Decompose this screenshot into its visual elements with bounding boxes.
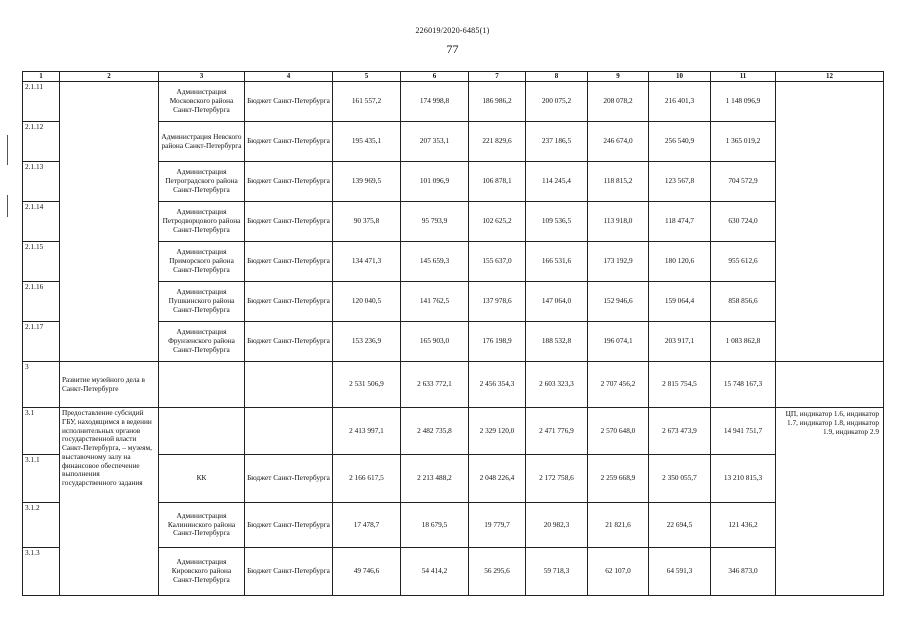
value-cell: 200 075,2 [526,82,588,122]
value-cell: 2 815 754,5 [649,362,711,408]
value-cell: 2 048 226,4 [469,455,526,503]
value-cell: 147 064,0 [526,282,588,322]
total-cell: 1 148 096,9 [711,82,776,122]
total-cell: 121 436,2 [711,503,776,548]
value-cell: 207 353,1 [401,122,469,162]
value-cell: 153 236,9 [333,322,401,362]
value-cell: 216 401,3 [649,82,711,122]
value-cell: 208 078,2 [588,82,649,122]
executor-cell: Администрация Кировского района Санкт-Петербурга [159,548,245,596]
executor-cell: Администрация Приморского района Санкт-Петербурга [159,242,245,282]
value-cell: 159 064,4 [649,282,711,322]
row-number: 3 [23,362,60,408]
row-number: 2.1.15 [23,242,60,282]
column-header: 7 [469,72,526,82]
value-cell: 2 531 506,9 [333,362,401,408]
value-cell: 246 674,0 [588,122,649,162]
value-cell: 2 482 735,8 [401,408,469,455]
column-header: 6 [401,72,469,82]
value-cell: 101 096,9 [401,162,469,202]
value-cell: 106 878,1 [469,162,526,202]
value-cell: 59 718,3 [526,548,588,596]
value-cell: 196 074,1 [588,322,649,362]
value-cell: 145 659,3 [401,242,469,282]
column-header: 10 [649,72,711,82]
row-number: 3.1.3 [23,548,60,596]
total-cell: 1 365 019,2 [711,122,776,162]
funding-source-cell [245,362,333,408]
total-cell: 346 873,0 [711,548,776,596]
funding-source-cell: Бюджет Санкт-Петербурга [245,162,333,202]
column-header: 4 [245,72,333,82]
value-cell: 134 471,3 [333,242,401,282]
funding-source-cell: Бюджет Санкт-Петербурга [245,503,333,548]
value-cell: 64 591,3 [649,548,711,596]
value-cell: 118 815,2 [588,162,649,202]
value-cell: 19 779,7 [469,503,526,548]
description-cell [60,82,159,362]
value-cell: 62 107,0 [588,548,649,596]
value-cell: 2 456 354,3 [469,362,526,408]
value-cell: 56 295,6 [469,548,526,596]
value-cell: 180 120,6 [649,242,711,282]
value-cell: 2 633 772,1 [401,362,469,408]
value-cell: 123 567,8 [649,162,711,202]
value-cell: 174 998,8 [401,82,469,122]
value-cell: 90 375,8 [333,202,401,242]
executor-cell: Администрация Калининского района Санкт-Петербурга [159,503,245,548]
value-cell: 2 329 120,0 [469,408,526,455]
column-header: 12 [776,72,884,82]
indicators-cell: ЦП, индикатор 1.6, индикатор 1.7, индикатор 1.8, индикатор 1.9, индикатор 2.9 [776,408,884,596]
value-cell: 166 531,6 [526,242,588,282]
row-number: 2.1.14 [23,202,60,242]
value-cell: 173 192,9 [588,242,649,282]
funding-source-cell [245,408,333,455]
executor-cell: Администрация Пушкинского района Санкт-Петербурга [159,282,245,322]
total-cell: 13 210 815,3 [711,455,776,503]
value-cell: 203 917,1 [649,322,711,362]
value-cell: 237 186,5 [526,122,588,162]
total-cell: 1 083 862,8 [711,322,776,362]
executor-cell [159,362,245,408]
value-cell: 2 570 648,0 [588,408,649,455]
total-cell: 15 748 167,3 [711,362,776,408]
executor-cell: Администрация Фрунзенского района Санкт-Петербурга [159,322,245,362]
executor-cell: Администрация Петродворцового района Санкт-Петербурга [159,202,245,242]
executor-cell: Администрация Петроградского района Санкт-Петербурга [159,162,245,202]
table-row [23,408,884,455]
value-cell: 2 213 488,2 [401,455,469,503]
row-number: 2.1.16 [23,282,60,322]
total-cell: 14 941 751,7 [711,408,776,455]
funding-source-cell: Бюджет Санкт-Петербурга [245,82,333,122]
value-cell: 120 040,5 [333,282,401,322]
value-cell: 95 793,9 [401,202,469,242]
funding-source-cell: Бюджет Санкт-Петербурга [245,282,333,322]
column-header: 1 [23,72,60,82]
value-cell: 141 762,5 [401,282,469,322]
value-cell: 113 918,0 [588,202,649,242]
total-cell: 858 856,6 [711,282,776,322]
value-cell: 152 946,6 [588,282,649,322]
table-row [23,82,884,122]
left-edge-mark [7,195,8,217]
value-cell: 118 474,7 [649,202,711,242]
total-cell: 955 612,6 [711,242,776,282]
value-cell: 2 172 758,6 [526,455,588,503]
document-id: 226019/2020-6485(1) [415,26,490,35]
row-number: 3.1.1 [23,455,60,503]
budget-table [22,71,884,596]
value-cell: 54 414,2 [401,548,469,596]
value-cell: 109 536,5 [526,202,588,242]
row-number: 2.1.12 [23,122,60,162]
left-edge-mark [7,135,8,165]
value-cell: 49 746,6 [333,548,401,596]
value-cell: 2 413 997,1 [333,408,401,455]
item-description: Предоставление субсидий ГБУ, находящимся в ведении исполнительных органов государственной власти Санкт-Петербурга, – музеям, выставочному залу на финансовое обеспечение выполнения государственного задания [60,408,159,596]
value-cell: 114 245,4 [526,162,588,202]
value-cell: 195 435,1 [333,122,401,162]
value-cell: 155 637,0 [469,242,526,282]
funding-source-cell: Бюджет Санкт-Петербурга [245,548,333,596]
section-title: Развитие музейного дела в Санкт-Петербурге [60,362,159,408]
page-number: 77 [446,42,459,56]
column-header: 3 [159,72,245,82]
funding-source-cell: Бюджет Санкт-Петербурга [245,122,333,162]
indicator-cell [776,82,884,362]
value-cell: 165 903,0 [401,322,469,362]
row-number: 2.1.17 [23,322,60,362]
total-cell: 630 724,0 [711,202,776,242]
section-row [23,362,884,408]
column-header: 5 [333,72,401,82]
value-cell: 2 259 668,9 [588,455,649,503]
value-cell: 18 679,5 [401,503,469,548]
value-cell: 161 557,2 [333,82,401,122]
executor-cell: Администрация Московского района Санкт-Петербурга [159,82,245,122]
column-header: 11 [711,72,776,82]
value-cell: 21 821,6 [588,503,649,548]
row-number: 3.1 [23,408,60,455]
total-cell: 704 572,9 [711,162,776,202]
column-header: 9 [588,72,649,82]
indicator-cell [776,362,884,408]
value-cell: 102 625,2 [469,202,526,242]
value-cell: 137 978,6 [469,282,526,322]
value-cell: 2 707 456,2 [588,362,649,408]
funding-source-cell: Бюджет Санкт-Петербурга [245,242,333,282]
value-cell: 176 198,9 [469,322,526,362]
value-cell: 20 982,3 [526,503,588,548]
column-header: 2 [60,72,159,82]
funding-source-cell: Бюджет Санкт-Петербурга [245,322,333,362]
value-cell: 2 471 776,9 [526,408,588,455]
executor-cell [159,408,245,455]
header-row [23,72,884,82]
executor-cell: Администрация Невского района Санкт-Петербурга [159,122,245,162]
value-cell: 2 673 473,9 [649,408,711,455]
value-cell: 17 478,7 [333,503,401,548]
value-cell: 2 603 323,3 [526,362,588,408]
value-cell: 186 986,2 [469,82,526,122]
value-cell: 221 829,6 [469,122,526,162]
funding-source-cell: Бюджет Санкт-Петербурга [245,455,333,503]
row-number: 2.1.11 [23,82,60,122]
executor-cell: КК [159,455,245,503]
value-cell: 256 540,9 [649,122,711,162]
value-cell: 188 532,8 [526,322,588,362]
column-header: 8 [526,72,588,82]
value-cell: 22 694,5 [649,503,711,548]
value-cell: 139 969,5 [333,162,401,202]
row-number: 3.1.2 [23,503,60,548]
row-number: 2.1.13 [23,162,60,202]
value-cell: 2 166 617,5 [333,455,401,503]
value-cell: 2 350 055,7 [649,455,711,503]
funding-source-cell: Бюджет Санкт-Петербурга [245,202,333,242]
